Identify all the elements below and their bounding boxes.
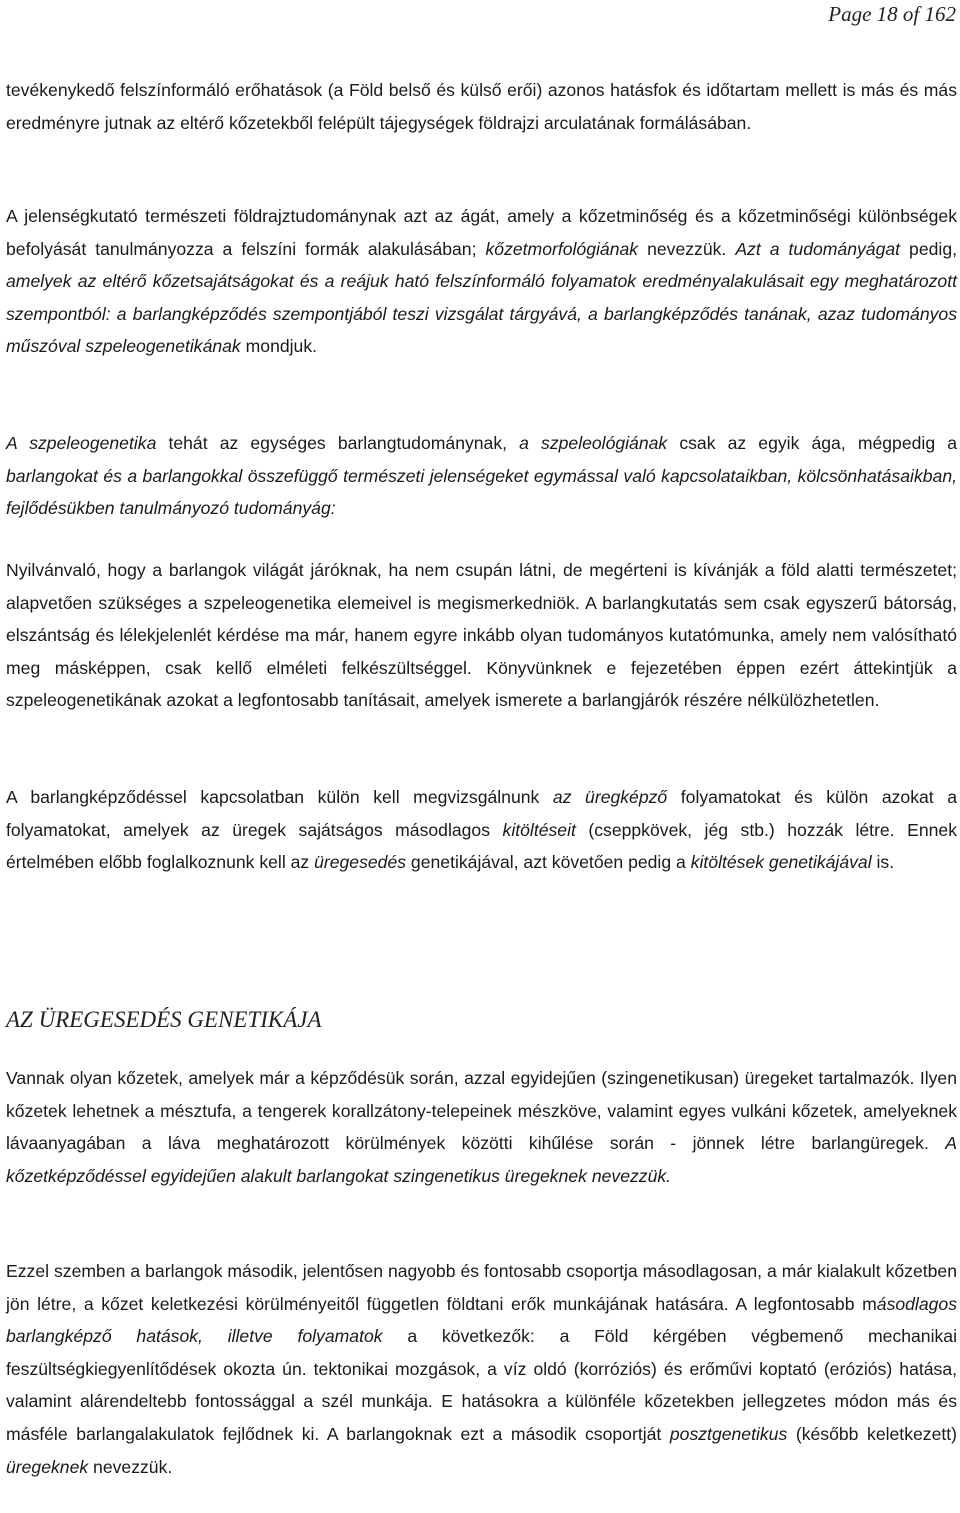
paragraph-szingenetikus: [6, 1062, 957, 1192]
paragraph-szpeleogenetika-definition: [6, 427, 957, 525]
text-run: nevezzük.: [88, 1456, 173, 1477]
italic-run: az üregképző: [552, 787, 668, 807]
text-run: is.: [871, 852, 895, 873]
section-heading: AZ ÜREGESEDÉS GENETIKÁJA: [6, 1007, 322, 1032]
text-run: csak az egyik ága, mégpedig a: [667, 433, 957, 453]
text-run: tehát az egységes barlangtudománynak,: [156, 433, 520, 453]
italic-run: a szpeleológiának: [519, 433, 668, 453]
italic-run: kitöltéseit: [502, 819, 576, 840]
text-run: a következők: a Föld kérgében végbemenő mechanikai feszültségkiegyenlítődések okozta ún. tektonikai mozgások, a víz oldó (korróziós) és erőművi koptató (eróziós) hatása, valamint alárendeltebb fontossággal a szél munkája. E hatásokra a különféle kőzetekben jellegzetes módon más és másféle barlangalakulatok fejlődnek ki. A barlangoknak ezt a második csoportját: [6, 1326, 957, 1444]
italic-run: amelyek az eltérő kőzetsajátságokat és a reájuk ható felszínformáló folyamatok eredményalakulásait egy meghatározott szempontból: a barlangképződés szempontjából teszi vizsgálat tárgyává, a barlangképződés tanának, azaz tudományos műszóval szpeleogenetikának: [6, 271, 957, 357]
paragraph-barlangkutatas: [6, 554, 957, 717]
page-number-header: Page 18 of 162: [828, 2, 956, 26]
paragraph-ureg-kitoltes: [6, 781, 957, 879]
italic-run: A szpeleogenetika: [6, 433, 157, 453]
italic-run: posztgenetikus: [669, 1423, 788, 1444]
text-run: A jelenségkutató természeti földrajztudománynak azt az ágát, amely a kőzetminőség és a kőzetminőségi különbségek befolyását tanulmányozza a felszíni formák alakulásában;: [6, 206, 957, 259]
text-run: pedig,: [900, 238, 957, 259]
italic-run: üregesedés: [314, 852, 407, 873]
italic-run: kitöltések genetikájával: [690, 852, 872, 873]
paragraph-kozetmorfologia: [6, 200, 957, 363]
paragraph-posztgenetikus: [6, 1255, 957, 1483]
text-run: Nyilvánvaló, hogy a barlangok világát járóknak, ha nem csupán látni, de megérteni is kívánják a föld alatti természetet; alapvetően szükséges a szpeleogenetika elemeivel is megismerkedniök. A barlangkutatás sem csak egyszerű bátorság, elszántság és lélekjelenlét kérdése ma már, hanem egyre inkább olyan tudományos kutatómunka, amely nem valósítható meg másképpen, csak kellő elméleti felkészültséggel. Könyvünknek e fejezetében éppen ezért áttekintjük a szpeleogenetikának azokat a legfontosabb tanításait, amelyek ismerete a barlangjárók részére nélkülözhetetlen.: [6, 560, 957, 711]
italic-run: ásodlagos barlangképző hatások, illetve folyamatok: [6, 1293, 957, 1347]
italic-run: barlangokat és a barlangokkal összefüggő természeti jelenségeket egymással való kapcsolataikban, kölcsönhatásaikban, fejlődésükben tanulmányozó tudományág:: [6, 465, 957, 519]
text-run: (később keletkezett): [787, 1423, 957, 1444]
italic-run: üregeknek: [6, 1456, 89, 1477]
text-run: genetikájával, azt követően pedig a: [406, 852, 691, 873]
text-run: Vannak olyan kőzetek, amelyek már a képződésük során, azzal egyidejűen (szingenetikusan) üregeket tartalmazók. Ilyen kőzetek lehetnek a mésztufa, a tengerek korallzátony-telepeinek mészköve, valamint egyes vulkáni kőzetek, amelyeknek lávaanyagában a láva meghatározott körülmények közötti kihűlése során - jönnek létre barlangüregek.: [6, 1068, 957, 1154]
italic-run: A kőzetképződéssel egyidejűen alakult barlangokat szingenetikus üregeknek nevezzük.: [6, 1133, 957, 1186]
text-run: mondjuk.: [240, 336, 318, 357]
text-run: folyamatokat és külön azokat a folyamatokat, amelyek az üregek sajátságos másodlagos: [6, 787, 958, 840]
text-run: Ezzel szemben a barlangok második, jelentősen nagyobb és fontosabb csoportja másodlagosan, a már kialakult kőzetben jön létre, a kőzet keletkezési körülményeitől független földtani erők munkájának hatására. A legfontosabb m: [6, 1261, 957, 1314]
text-run: nevezzük.: [638, 238, 736, 259]
text-run: A barlangképződéssel kapcsolatban külön kell megvizsgálnunk: [6, 787, 553, 807]
paragraph-intro-continuation: [6, 74, 957, 139]
italic-run: Azt a tudományágat: [735, 238, 901, 259]
text-run: tevékenykedő felszínformáló erőhatások (a Föld belső és külső erői) azonos hatásfok és időtartam mellett is más és más eredményre jutnak az eltérő kőzetekből felépült tájegységek földrajzi arculatának formálásában.: [6, 80, 957, 133]
text-run: (cseppkövek, jég stb.) hozzák létre. Ennek értelmében előbb foglalkoznunk kell az: [6, 819, 957, 873]
italic-run: kőzetmorfológiának: [485, 238, 639, 259]
